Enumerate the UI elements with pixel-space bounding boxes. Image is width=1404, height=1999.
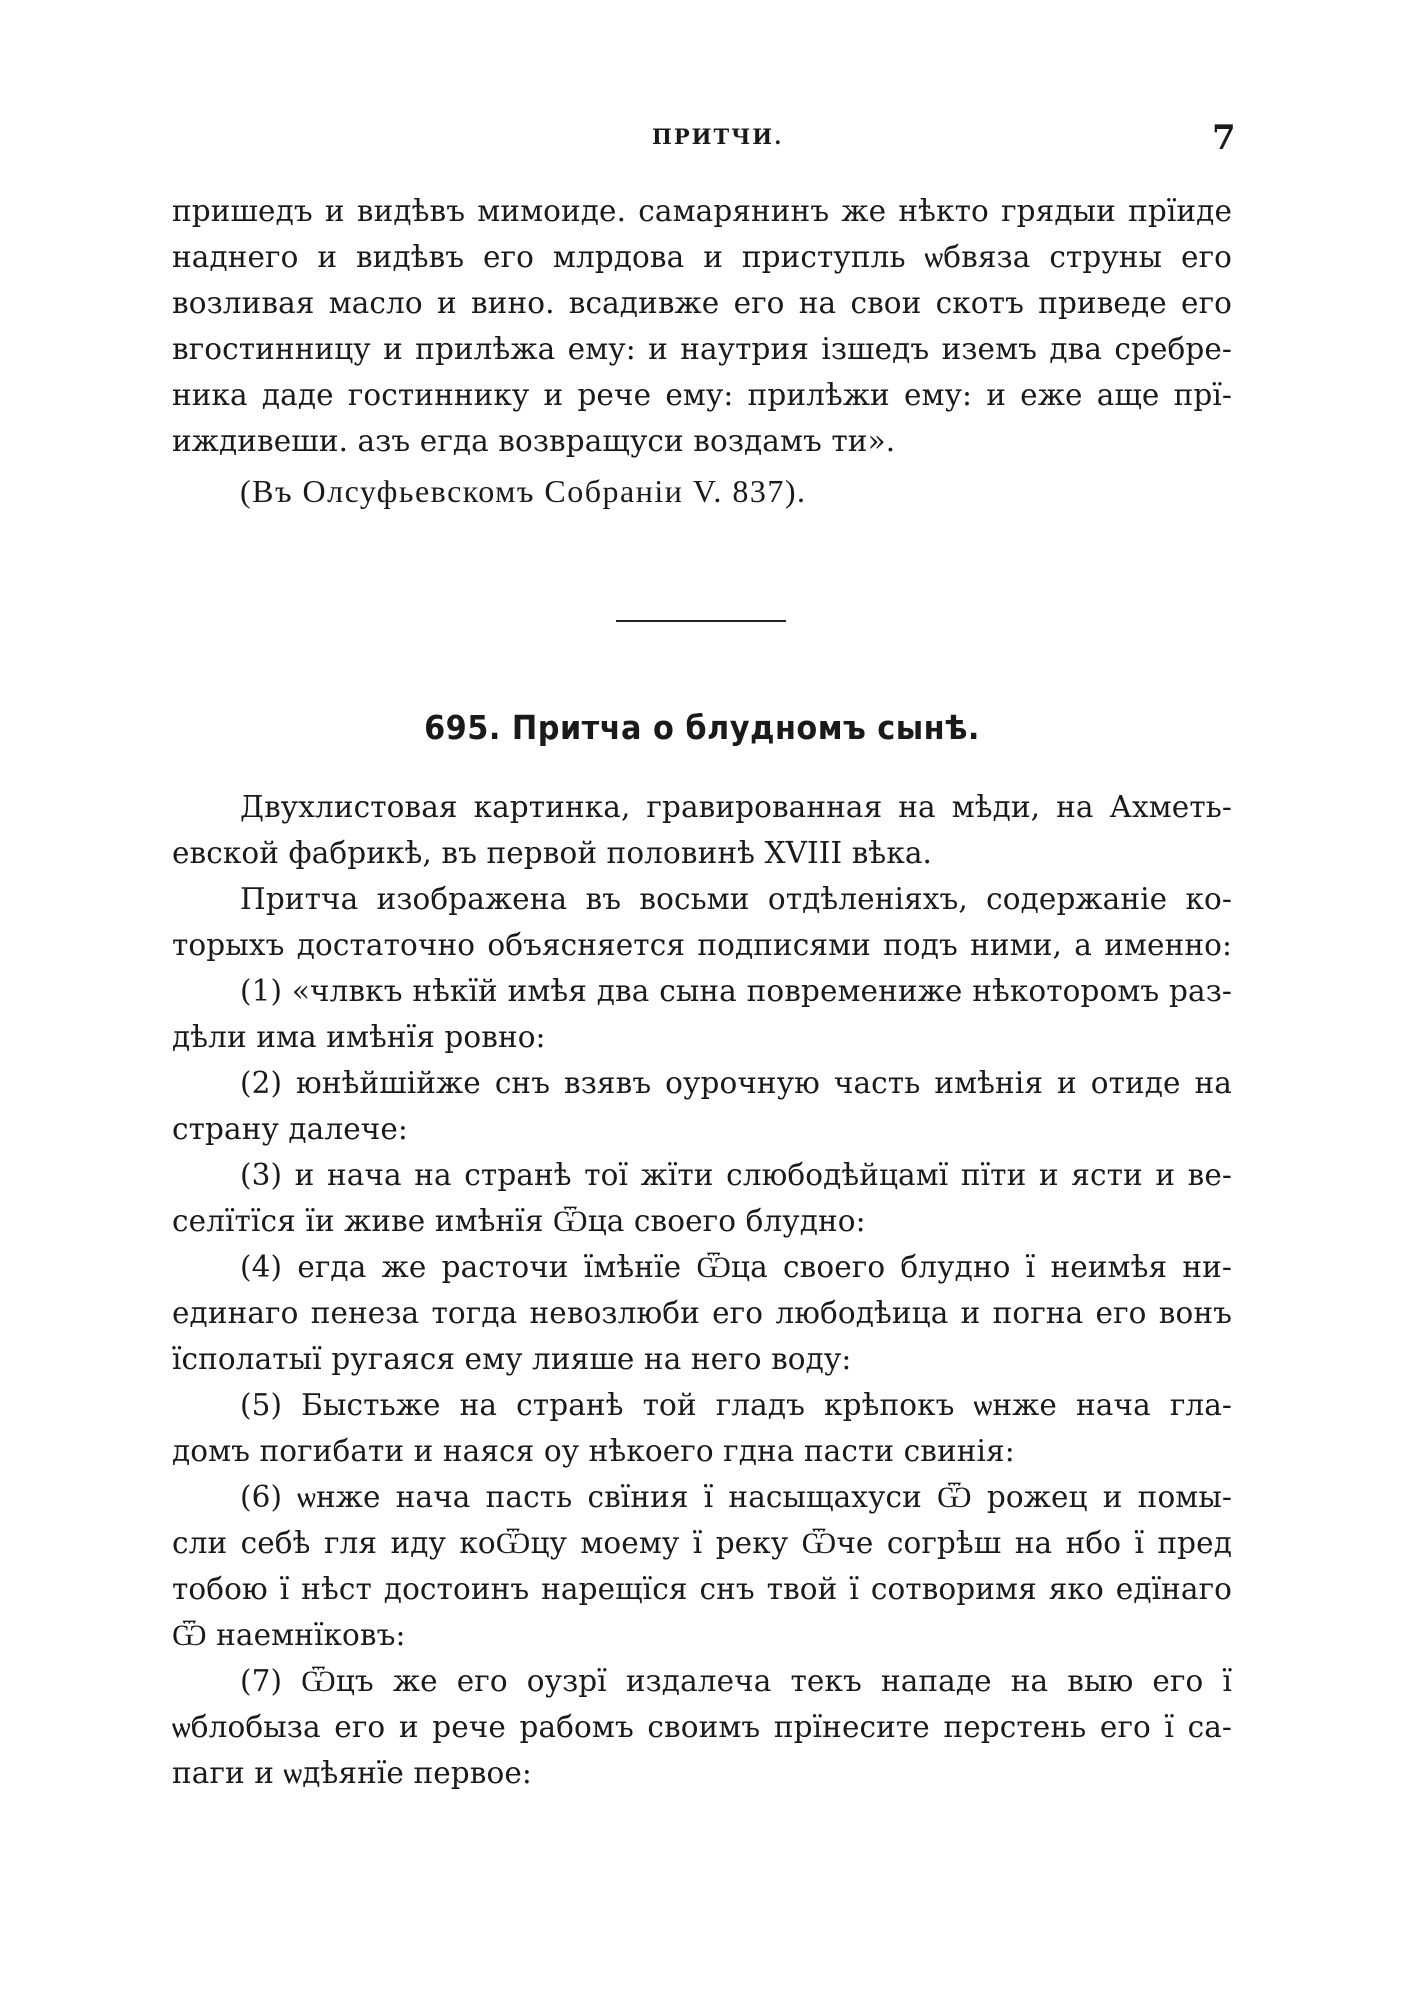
- section-separator: [616, 620, 786, 622]
- text-line: торыхъ достаточно объясняется подписями подъ ними, а именно:: [172, 928, 1232, 962]
- text-line: домъ погибати и наяся оу нѣкоего гдна пасти свинія:: [172, 1434, 1015, 1468]
- text-line: (5) Быстьже на странѣ той гладъ крѣпокъ ѡнже нача гла-: [240, 1388, 1232, 1422]
- caption-2: [172, 1060, 1232, 1152]
- text-line: (6) ѡнже нача пасть свїния ї насыщахуси Ѿ рожец и помы-: [240, 1480, 1232, 1514]
- section-heading: 695. Притча о блудномъ сынѣ.: [424, 708, 980, 747]
- text-line: страну далече:: [172, 1112, 408, 1146]
- text-line: возливая масло и вино. всадивже его на свои скотъ приведе его: [172, 286, 1232, 320]
- text-line: Ѿ наемнїковъ:: [172, 1618, 406, 1652]
- paragraph-1: [172, 784, 1232, 876]
- text-line: сли себѣ гля иду коѾцу моему ї реку Ѿче согрѣш на нбо ї пред: [172, 1526, 1232, 1560]
- text-line: пришедъ и видѣвъ мимоиде. самарянинъ же нѣкто грядыи прїиде: [172, 194, 1232, 228]
- text-line: паги и ѡдѣянїе первое:: [172, 1756, 532, 1790]
- running-title: ПРИТЧИ.: [652, 124, 784, 149]
- text-line: тобою ї нѣст достоинъ нарещїся снъ твой ї сотворимя яко едїнаго: [172, 1572, 1232, 1606]
- text-line: (7) Ѿцъ же его оузрї издалеча текъ нападе на выю его ї: [240, 1664, 1232, 1698]
- running-head: [0, 118, 1404, 158]
- caption-3: [172, 1152, 1232, 1244]
- paragraph-2: [172, 876, 1232, 968]
- text-line: единаго пенеза тогда невозлюби его любодѣица и погна его вонъ: [172, 1296, 1232, 1330]
- text-line: (1) «члвкъ нѣкїй имѣя два сына повремениже нѣкоторомъ раз-: [240, 974, 1232, 1008]
- caption-7: [172, 1658, 1232, 1796]
- text-line: евской фабрикѣ, въ первой половинѣ XVIII вѣка.: [172, 836, 933, 870]
- text-line: (3) и нача на странѣ тої жїти слюбодѣйцамї пїти и ясти и ве-: [240, 1158, 1232, 1192]
- continuation-text: [172, 188, 1232, 514]
- section-body: [172, 784, 1232, 1796]
- text-line: селїтїся їи живе имѣнїя Ѿца своего блудно:: [172, 1204, 866, 1238]
- source-citation: (Въ Олсуфьевскомъ Собраніи V. 837).: [240, 473, 807, 509]
- text-line: їсполатыї ругаяся ему лияше на него воду:: [172, 1342, 852, 1376]
- text-line: дѣли има имѣнїя ровно:: [172, 1020, 546, 1054]
- text-line: Двухлистовая картинка, гравированная на мѣди, на Ахметь-: [240, 790, 1232, 824]
- caption-6: [172, 1474, 1232, 1658]
- text-line: ѡблобыза его и рече рабомъ своимъ прїнесите перстень его ї са-: [172, 1710, 1232, 1744]
- text-line: (4) егда же расточи їмѣнїе Ѿца своего блудно ї неимѣя ни-: [240, 1250, 1232, 1284]
- caption-1: [172, 968, 1232, 1060]
- text-line: Притча изображена въ восьми отдѣленіяхъ, содержаніе ко-: [240, 882, 1232, 916]
- text-line: (2) юнѣйшійже снъ взявъ оурочную часть имѣнія и отиде на: [240, 1066, 1232, 1100]
- text-line: иждивеши. азъ егда возвращуси воздамъ ти».: [172, 424, 896, 458]
- text-line: ника даде гостиннику и рече ему: прилѣжи ему: и еже аще прї-: [172, 378, 1232, 412]
- text-line: наднего и видѣвъ его млрдова и приступль ѡбвяза струны его: [172, 240, 1232, 274]
- caption-5: [172, 1382, 1232, 1474]
- caption-4: [172, 1244, 1232, 1382]
- page-number: 7: [1212, 118, 1236, 158]
- text-line: вгостинницу и прилѣжа ему: и наутрия ізшедъ иземъ два сребре-: [172, 332, 1232, 366]
